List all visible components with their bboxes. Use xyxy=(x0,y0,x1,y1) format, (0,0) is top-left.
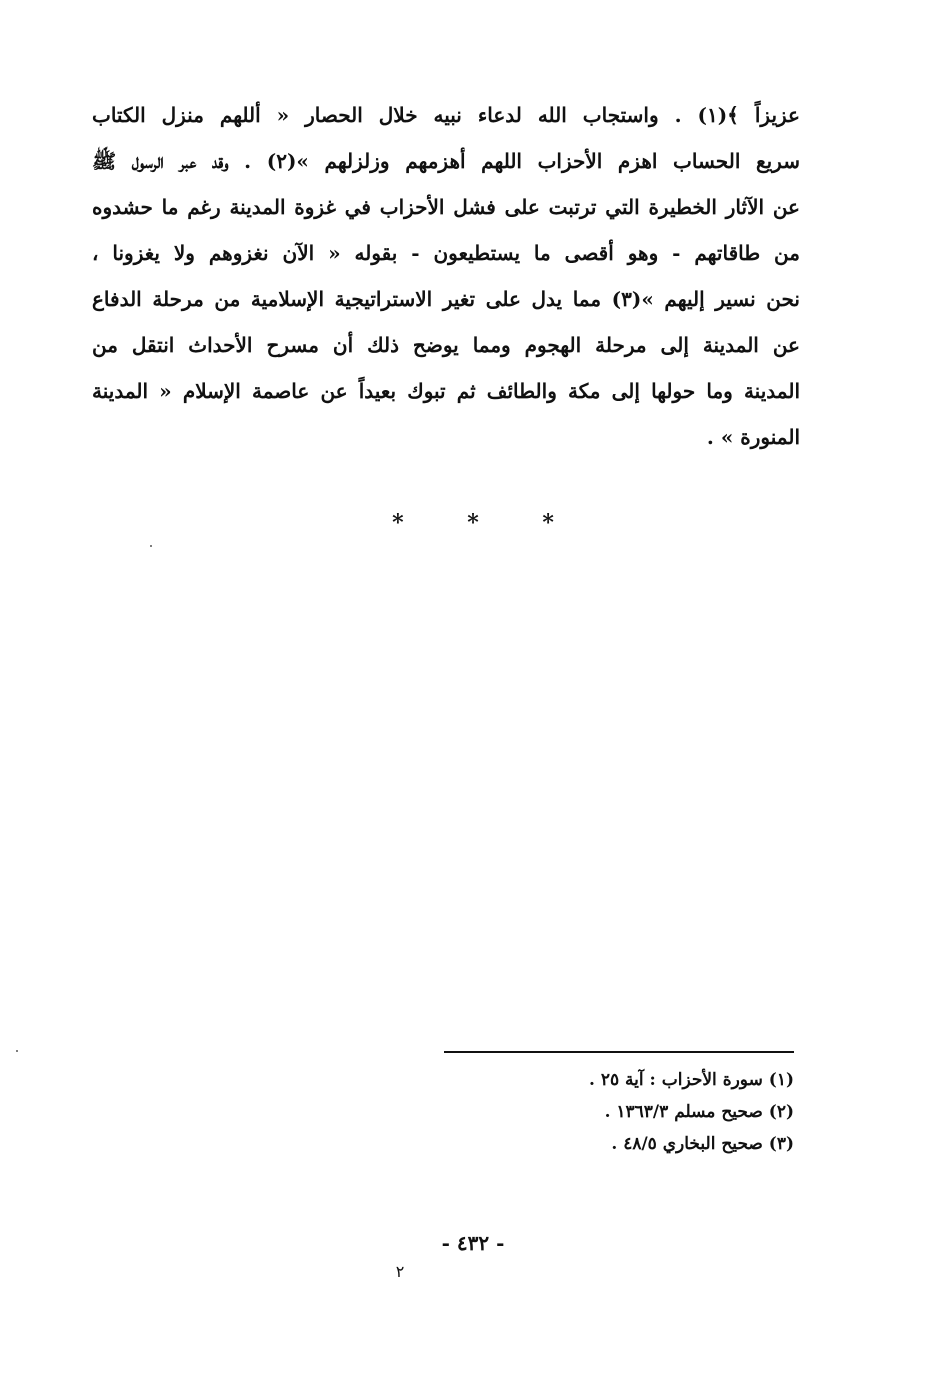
signature-mark: ٢ xyxy=(395,1262,405,1281)
body-line: من طاقاتهم - وهو أقصى ما يستطيعون - بقوله « الآن نغزوهم ولا يغزونا ، xyxy=(92,241,800,265)
footnote-item: (٢) صحيح مسلم ١٣٦٣/٣ . xyxy=(604,1102,794,1122)
footnote-item: (١) سورة الأحزاب : آية ٢٥ . xyxy=(589,1070,794,1090)
footnote-item: (٣) صحيح البخاري ٤٨/٥ . xyxy=(611,1134,794,1154)
body-line: سريع الحساب اهزم الأحزاب اللهم أهزمهم وزلزلهم »(٢) . وقد عبر الرسول ﷺ xyxy=(92,149,800,173)
body-line: نحن نسير إليهم »(٣) مما يدل على تغير الاستراتيجية الإسلامية من مرحلة الدفاع xyxy=(92,287,800,311)
body-line: المدينة وما حولها إلى مكة والطائف ثم تبوك بعيداً عن عاصمة الإسلام « المدينة xyxy=(92,379,800,403)
body-line: عن المدينة إلى مرحلة الهجوم ومما يوضح ذلك أن مسرح الأحداث انتقل من xyxy=(92,333,800,357)
scan-speck xyxy=(16,1050,18,1052)
footnotes xyxy=(444,1064,794,1160)
page-number: - ٤٣٢ - xyxy=(441,1231,505,1255)
body-paragraph xyxy=(92,92,800,460)
section-separator: * * * xyxy=(392,510,582,536)
body-line: عزيزاً ﴾(١) . واستجاب الله لدعاء نبيه خلال الحصار « أللهم منزل الكتاب xyxy=(92,103,800,127)
body-line: عن الآثار الخطيرة التي ترتبت على فشل الأحزاب في غزوة المدينة رغم ما حشدوه xyxy=(92,195,800,219)
scan-speck xyxy=(150,545,152,547)
footnote-divider xyxy=(444,1051,794,1053)
body-line-last: المنورة » . xyxy=(706,425,800,449)
